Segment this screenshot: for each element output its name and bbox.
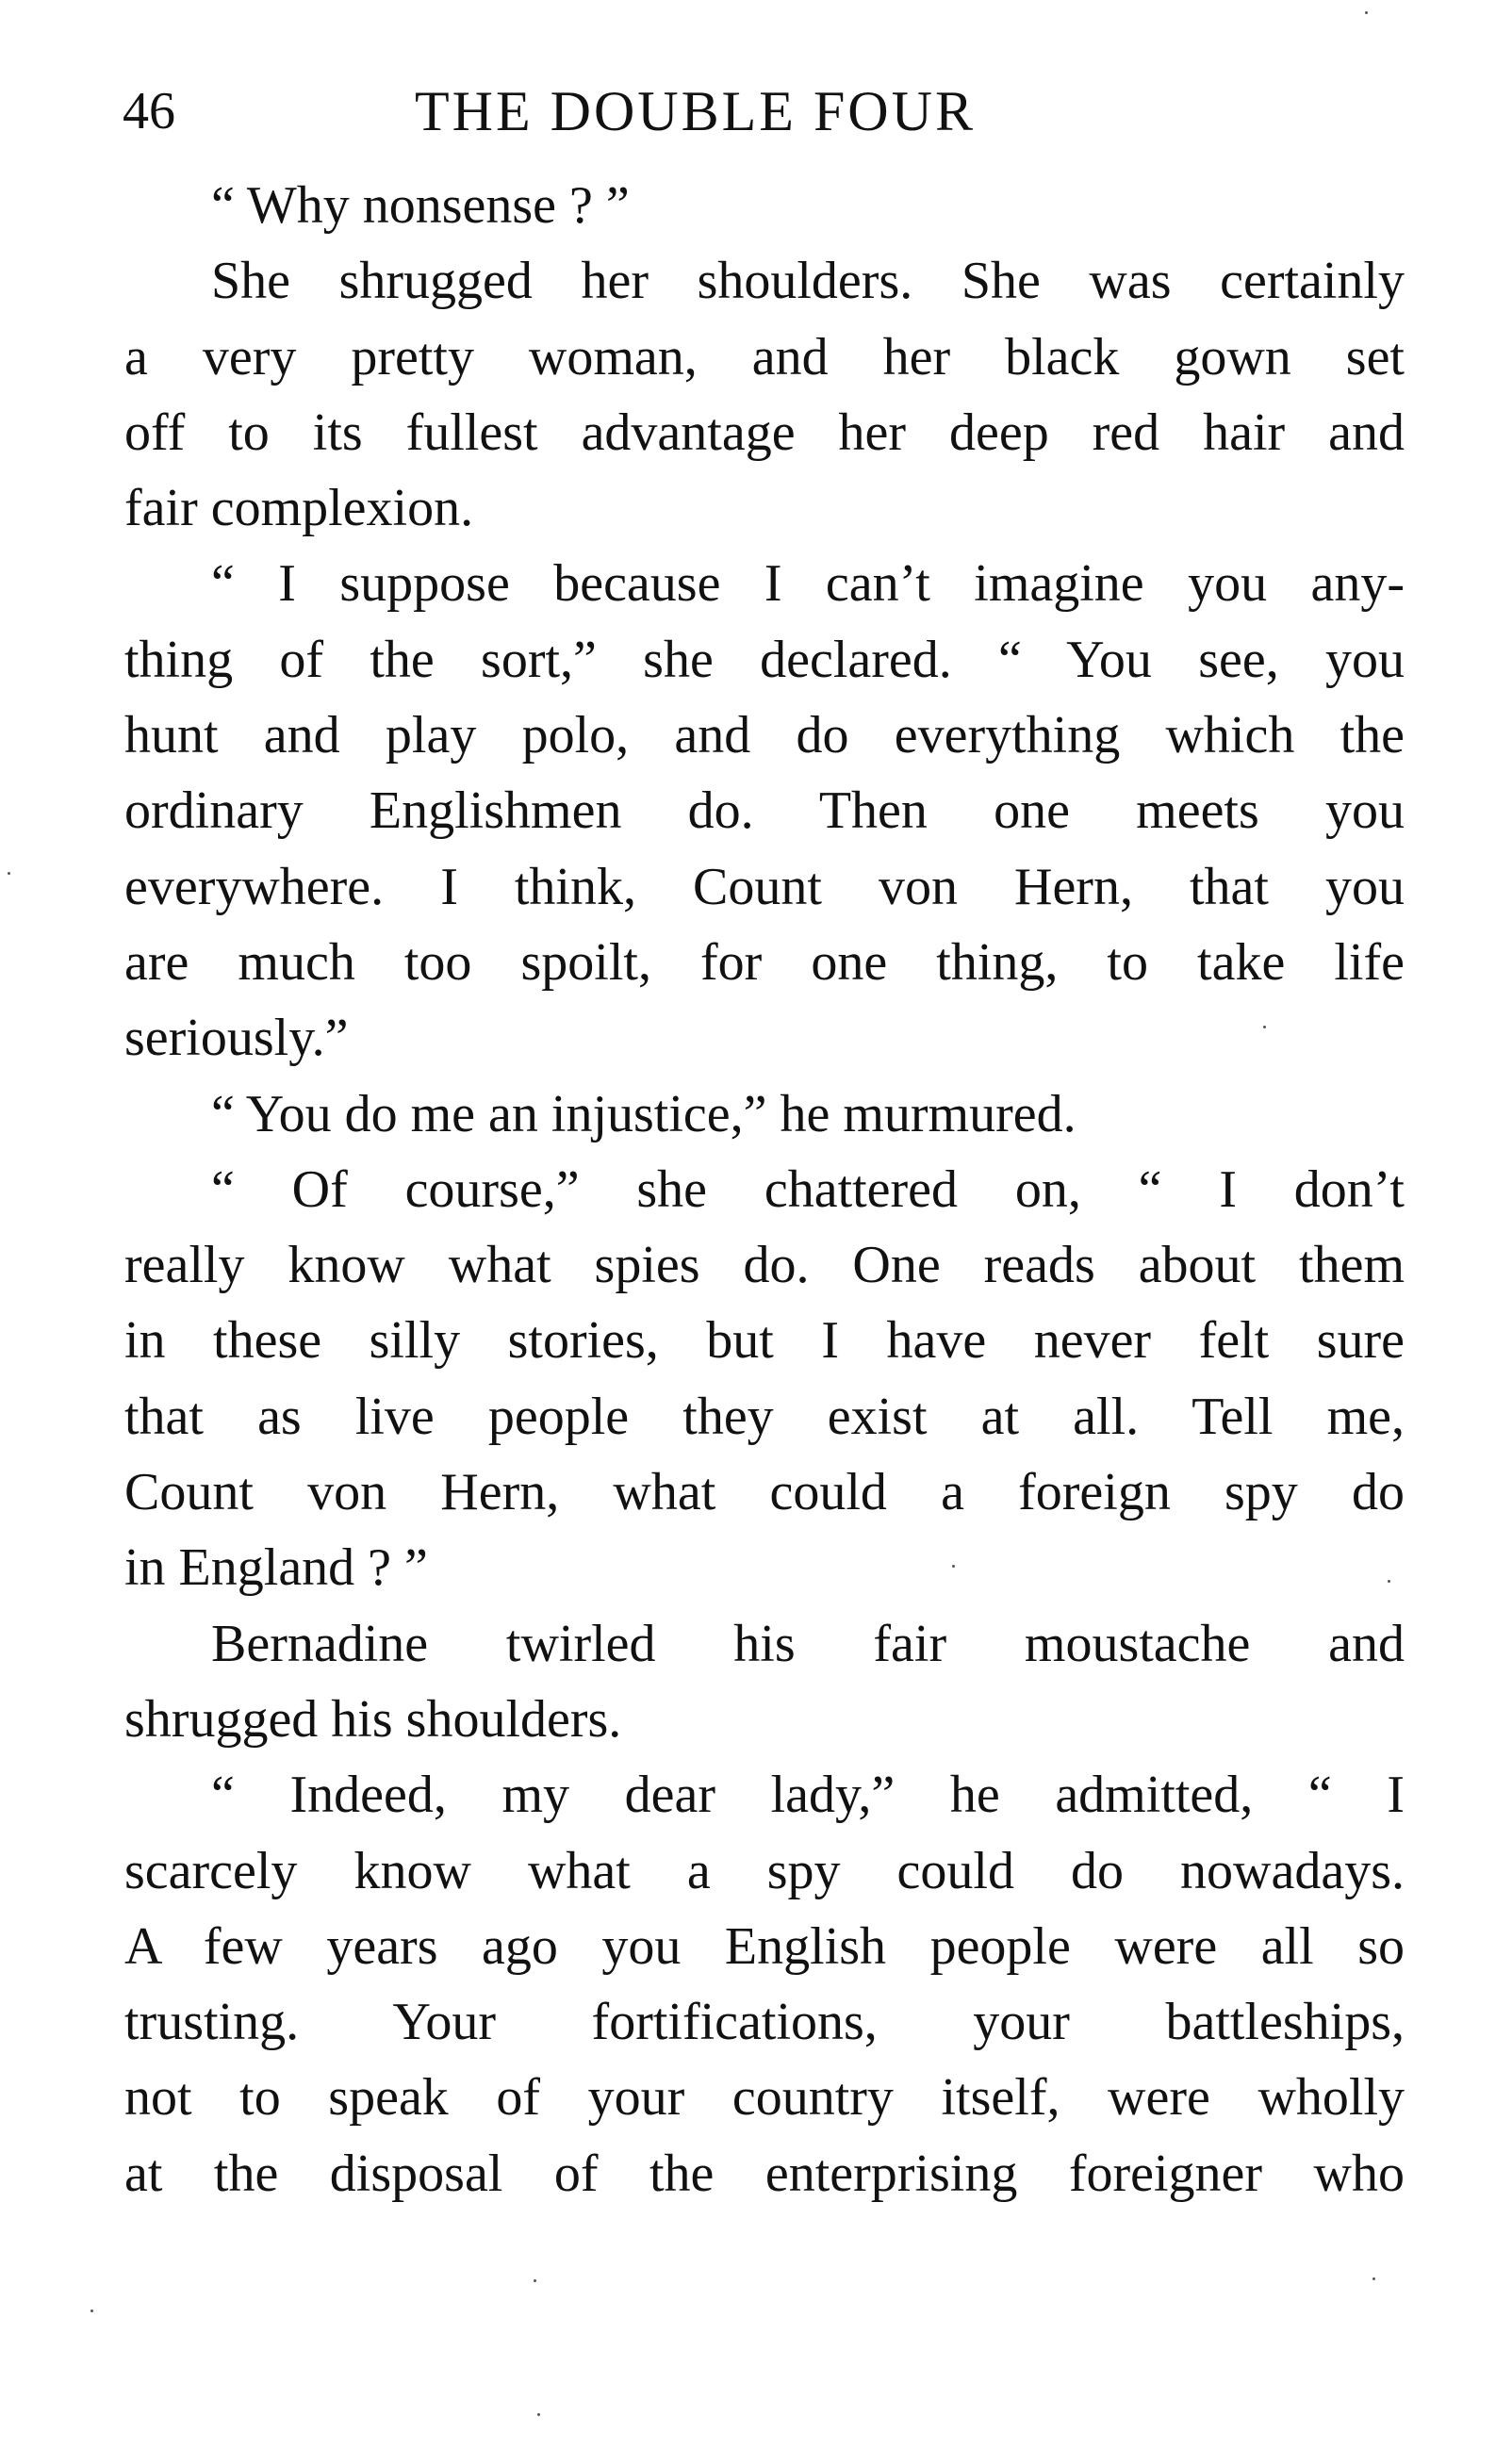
text-line: She shrugged her shoulders. She was certainly (211, 252, 1405, 311)
paper-speck (1263, 1026, 1266, 1028)
text-line: a very pretty woman, and her black gown set (124, 327, 1405, 386)
text-line: trusting. Your fortifications, your battleships, (124, 1993, 1405, 2052)
text-line: “ Why nonsense ? ” (211, 176, 630, 235)
running-title: THE DOUBLE FOUR (415, 80, 976, 142)
paper-speck (90, 2309, 93, 2312)
text-line: A few years ago you English people were all so (124, 1916, 1405, 1976)
text-line: “ Of course,” she chattered on, “ I don’t (211, 1159, 1405, 1219)
text-line: in England ? ” (124, 1538, 428, 1598)
paper-speck (534, 2279, 536, 2282)
text-line: “ Indeed, my dear lady,” he admitted, “ I (211, 1766, 1405, 1825)
text-line: hunt and play polo, and do everything which the (124, 706, 1405, 765)
text-line: in these silly stories, but I have never felt sure (124, 1311, 1405, 1371)
paper-speck (1365, 11, 1368, 14)
text-line: scarcely know what a spy could do nowadays. (124, 1841, 1405, 1900)
paper-speck (537, 2413, 540, 2416)
page-number: 46 (123, 82, 175, 140)
text-line: fair complexion. (124, 479, 474, 538)
text-line: ordinary Englishmen do. Then one meets you (124, 781, 1405, 841)
text-line: “ You do me an injustice,” he murmured. (211, 1084, 1076, 1143)
text-line: really know what spies do. One reads about them (124, 1236, 1405, 1295)
text-line: everywhere. I think, Count von Hern, that you (124, 857, 1405, 916)
body-text (124, 168, 1405, 2211)
paper-speck (952, 1565, 955, 1568)
text-line: at the disposal of the enterprising foreigner who (124, 2144, 1405, 2203)
paper-speck (1372, 2277, 1375, 2280)
paper-speck (8, 872, 10, 875)
text-line: are much too spoilt, for one thing, to take life (124, 932, 1405, 992)
text-line: that as live people they exist at all. Tell me, (124, 1387, 1405, 1446)
paper-speck (1388, 1580, 1390, 1583)
text-line: “ I suppose because I can’t imagine you any- (211, 554, 1405, 614)
text-line: Bernadine twirled his fair moustache and (211, 1614, 1405, 1673)
text-line: shrugged his shoulders. (124, 1689, 622, 1749)
text-line: off to its fullest advantage her deep red hair and (124, 403, 1405, 462)
text-line: seriously.” (124, 1009, 349, 1068)
text-line: not to speak of your country itself, were wholly (124, 2068, 1405, 2128)
page-header (123, 74, 1405, 149)
text-line: Count von Hern, what could a foreign spy do (124, 1463, 1405, 1522)
text-line: thing of the sort,” she declared. “ You see, you (124, 630, 1405, 689)
